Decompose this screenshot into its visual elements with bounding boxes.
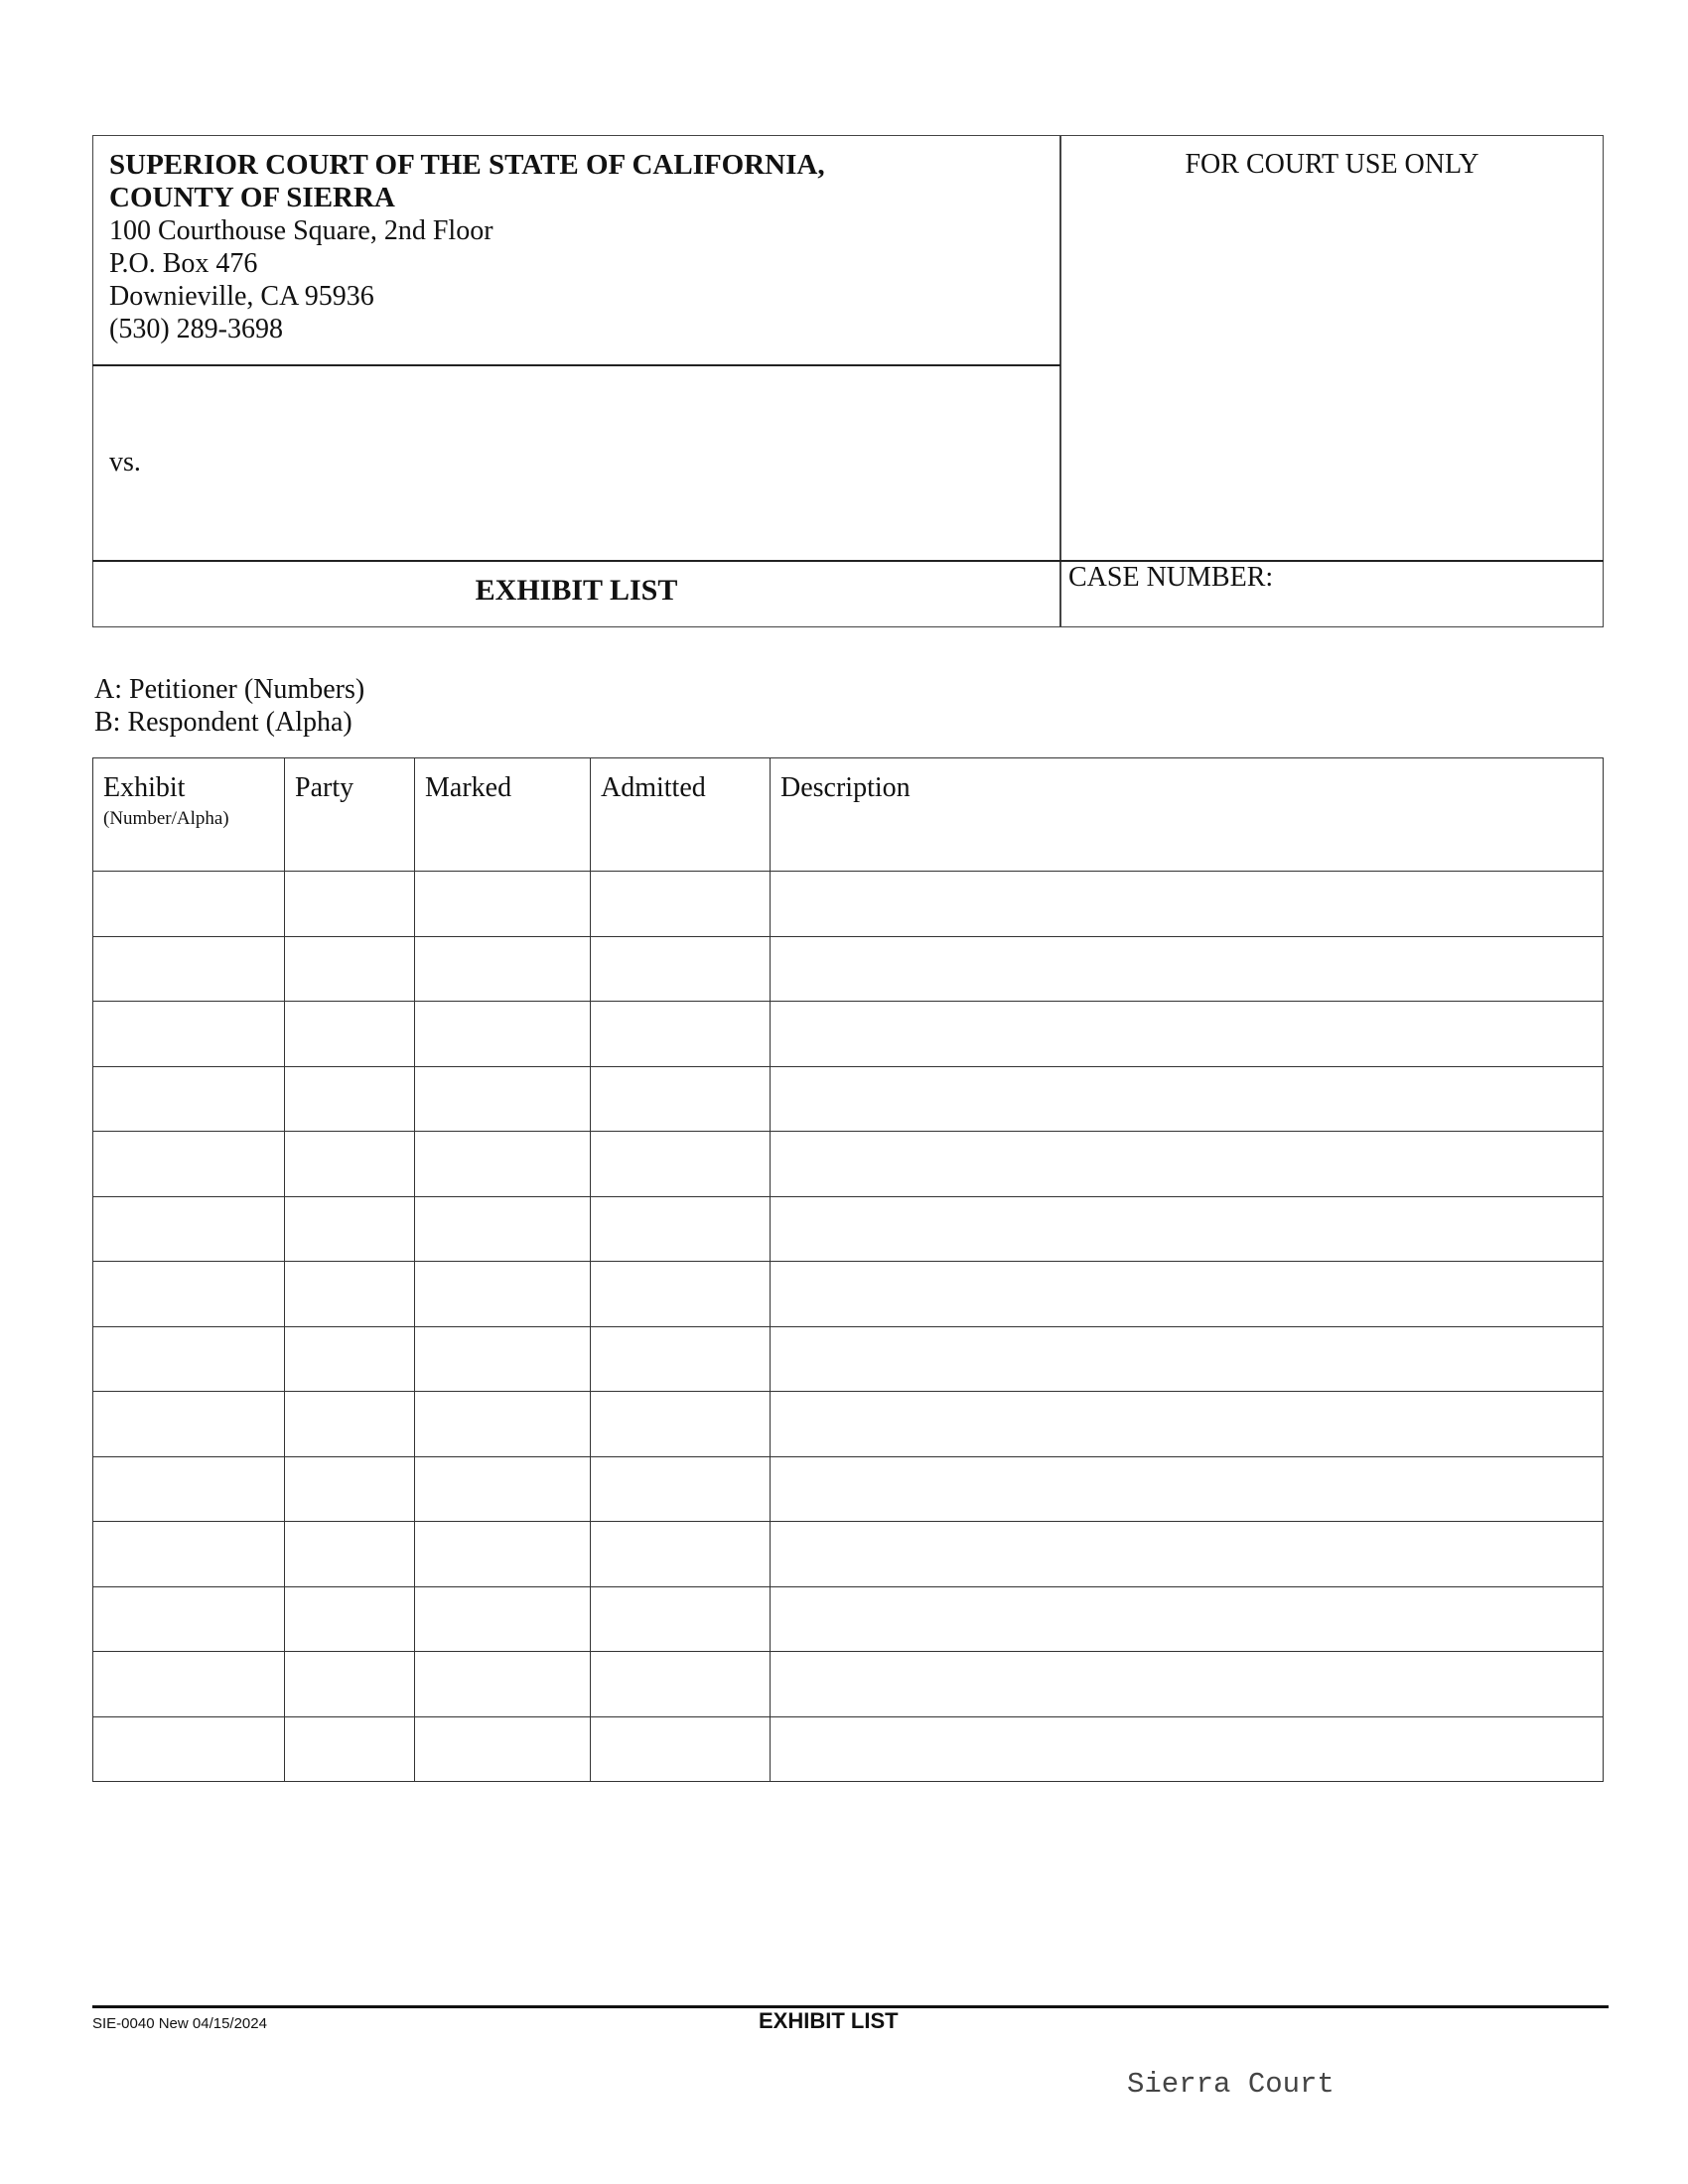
table-row: [93, 1652, 1604, 1717]
court-address-line1: 100 Courthouse Square, 2nd Floor: [109, 215, 493, 246]
party-cell[interactable]: [285, 1456, 415, 1522]
description-cell[interactable]: [771, 1586, 1604, 1652]
admitted-cell[interactable]: [591, 1392, 771, 1457]
party-cell[interactable]: [285, 1716, 415, 1782]
case-number-label: CASE NUMBER:: [1068, 562, 1274, 593]
court-use-only-label: FOR COURT USE ONLY: [1185, 149, 1479, 180]
table-row: [93, 1196, 1604, 1262]
title-divider: [92, 560, 1604, 562]
marked-cell[interactable]: [415, 1132, 591, 1197]
marked-cell[interactable]: [415, 1326, 591, 1392]
exhibit-cell[interactable]: [93, 1716, 285, 1782]
marked-cell[interactable]: [415, 1522, 591, 1587]
description-cell[interactable]: [771, 936, 1604, 1002]
court-name-line2: COUNTY OF SIERRA: [109, 182, 395, 213]
party-cell[interactable]: [285, 1002, 415, 1067]
marked-cell[interactable]: [415, 1716, 591, 1782]
exhibit-cell[interactable]: [93, 1066, 285, 1132]
marked-cell[interactable]: [415, 1002, 591, 1067]
table-row: [93, 1586, 1604, 1652]
marked-cell[interactable]: [415, 1456, 591, 1522]
description-cell[interactable]: [771, 1522, 1604, 1587]
exhibit-cell[interactable]: [93, 1456, 285, 1522]
exhibit-cell[interactable]: [93, 1002, 285, 1067]
description-cell[interactable]: [771, 1002, 1604, 1067]
marked-cell[interactable]: [415, 936, 591, 1002]
exhibit-cell[interactable]: [93, 872, 285, 937]
exhibit-cell[interactable]: [93, 1132, 285, 1197]
admitted-cell[interactable]: [591, 1002, 771, 1067]
court-address-line2: P.O. Box 476: [109, 248, 258, 279]
legend-petitioner: A: Petitioner (Numbers): [94, 674, 365, 705]
court-phone: (530) 289-3698: [109, 314, 283, 344]
marked-cell[interactable]: [415, 1262, 591, 1327]
description-cell[interactable]: [771, 1066, 1604, 1132]
description-cell[interactable]: [771, 872, 1604, 937]
admitted-cell[interactable]: [591, 1326, 771, 1392]
table-row: [93, 1716, 1604, 1782]
form-code: SIE-0040 New 04/15/2024: [92, 2015, 267, 2032]
table-header-row: [93, 758, 1604, 872]
column-header-party: Party: [285, 758, 415, 872]
admitted-cell[interactable]: [591, 1262, 771, 1327]
exhibit-cell[interactable]: [93, 1522, 285, 1587]
marked-cell[interactable]: [415, 1586, 591, 1652]
table-row: [93, 936, 1604, 1002]
admitted-cell[interactable]: [591, 1716, 771, 1782]
exhibit-cell[interactable]: [93, 1392, 285, 1457]
admitted-cell[interactable]: [591, 1196, 771, 1262]
legend-respondent: B: Respondent (Alpha): [94, 707, 352, 738]
column-header-exhibit: Exhibit (Number/Alpha): [93, 758, 285, 872]
party-cell[interactable]: [285, 1586, 415, 1652]
exhibit-cell[interactable]: [93, 936, 285, 1002]
party-cell[interactable]: [285, 1196, 415, 1262]
description-cell[interactable]: [771, 1716, 1604, 1782]
admitted-cell[interactable]: [591, 1522, 771, 1587]
exhibit-cell[interactable]: [93, 1586, 285, 1652]
marked-cell[interactable]: [415, 1066, 591, 1132]
table-row: [93, 1456, 1604, 1522]
form-title: EXHIBIT LIST: [475, 574, 678, 607]
exhibit-table: [92, 757, 1604, 1782]
marked-cell[interactable]: [415, 1652, 591, 1717]
admitted-cell[interactable]: [591, 1456, 771, 1522]
vs-label: vs.: [109, 447, 141, 478]
table-row: [93, 872, 1604, 937]
table-row: [93, 1132, 1604, 1197]
court-info: [109, 149, 825, 345]
court-name-line1: SUPERIOR COURT OF THE STATE OF CALIFORNIA,: [109, 149, 825, 181]
description-cell[interactable]: [771, 1262, 1604, 1327]
exhibit-cell[interactable]: [93, 1196, 285, 1262]
column-header-admitted: Admitted: [591, 758, 771, 872]
admitted-cell[interactable]: [591, 1586, 771, 1652]
table-row: [93, 1262, 1604, 1327]
party-legend: [94, 673, 364, 739]
column-header-marked: Marked: [415, 758, 591, 872]
description-cell[interactable]: [771, 1132, 1604, 1197]
exhibit-cell[interactable]: [93, 1326, 285, 1392]
marked-cell[interactable]: [415, 1196, 591, 1262]
admitted-cell[interactable]: [591, 872, 771, 937]
court-parties-divider: [92, 364, 1060, 366]
marked-cell[interactable]: [415, 872, 591, 937]
party-cell[interactable]: [285, 1522, 415, 1587]
table-row: [93, 1066, 1604, 1132]
party-cell[interactable]: [285, 1262, 415, 1327]
party-cell[interactable]: [285, 1066, 415, 1132]
column-subheader-exhibit: (Number/Alpha): [103, 808, 229, 829]
party-cell[interactable]: [285, 1392, 415, 1457]
sierra-court-stamp: Sierra Court: [1127, 2068, 1335, 2101]
exhibit-cell[interactable]: [93, 1262, 285, 1327]
exhibit-cell[interactable]: [93, 1652, 285, 1717]
description-cell[interactable]: [771, 1456, 1604, 1522]
table-row: [93, 1002, 1604, 1067]
table-row: [93, 1522, 1604, 1587]
description-cell[interactable]: [771, 1326, 1604, 1392]
description-cell[interactable]: [771, 1652, 1604, 1717]
party-cell[interactable]: [285, 936, 415, 1002]
party-cell[interactable]: [285, 1326, 415, 1392]
party-cell[interactable]: [285, 1132, 415, 1197]
table-row: [93, 1326, 1604, 1392]
party-cell[interactable]: [285, 872, 415, 937]
court-address-line3: Downieville, CA 95936: [109, 281, 374, 312]
description-cell[interactable]: [771, 1196, 1604, 1262]
caption-divider: [1059, 135, 1061, 627]
column-header-description: Description: [771, 758, 1604, 872]
marked-cell[interactable]: [415, 1392, 591, 1457]
footer-title: EXHIBIT LIST: [759, 2008, 899, 2033]
party-cell[interactable]: [285, 1652, 415, 1717]
description-cell[interactable]: [771, 1392, 1604, 1457]
admitted-cell[interactable]: [591, 1652, 771, 1717]
case-number-field[interactable]: [1072, 601, 1589, 624]
admitted-cell[interactable]: [591, 1066, 771, 1132]
admitted-cell[interactable]: [591, 1132, 771, 1197]
table-row: [93, 1392, 1604, 1457]
admitted-cell[interactable]: [591, 936, 771, 1002]
